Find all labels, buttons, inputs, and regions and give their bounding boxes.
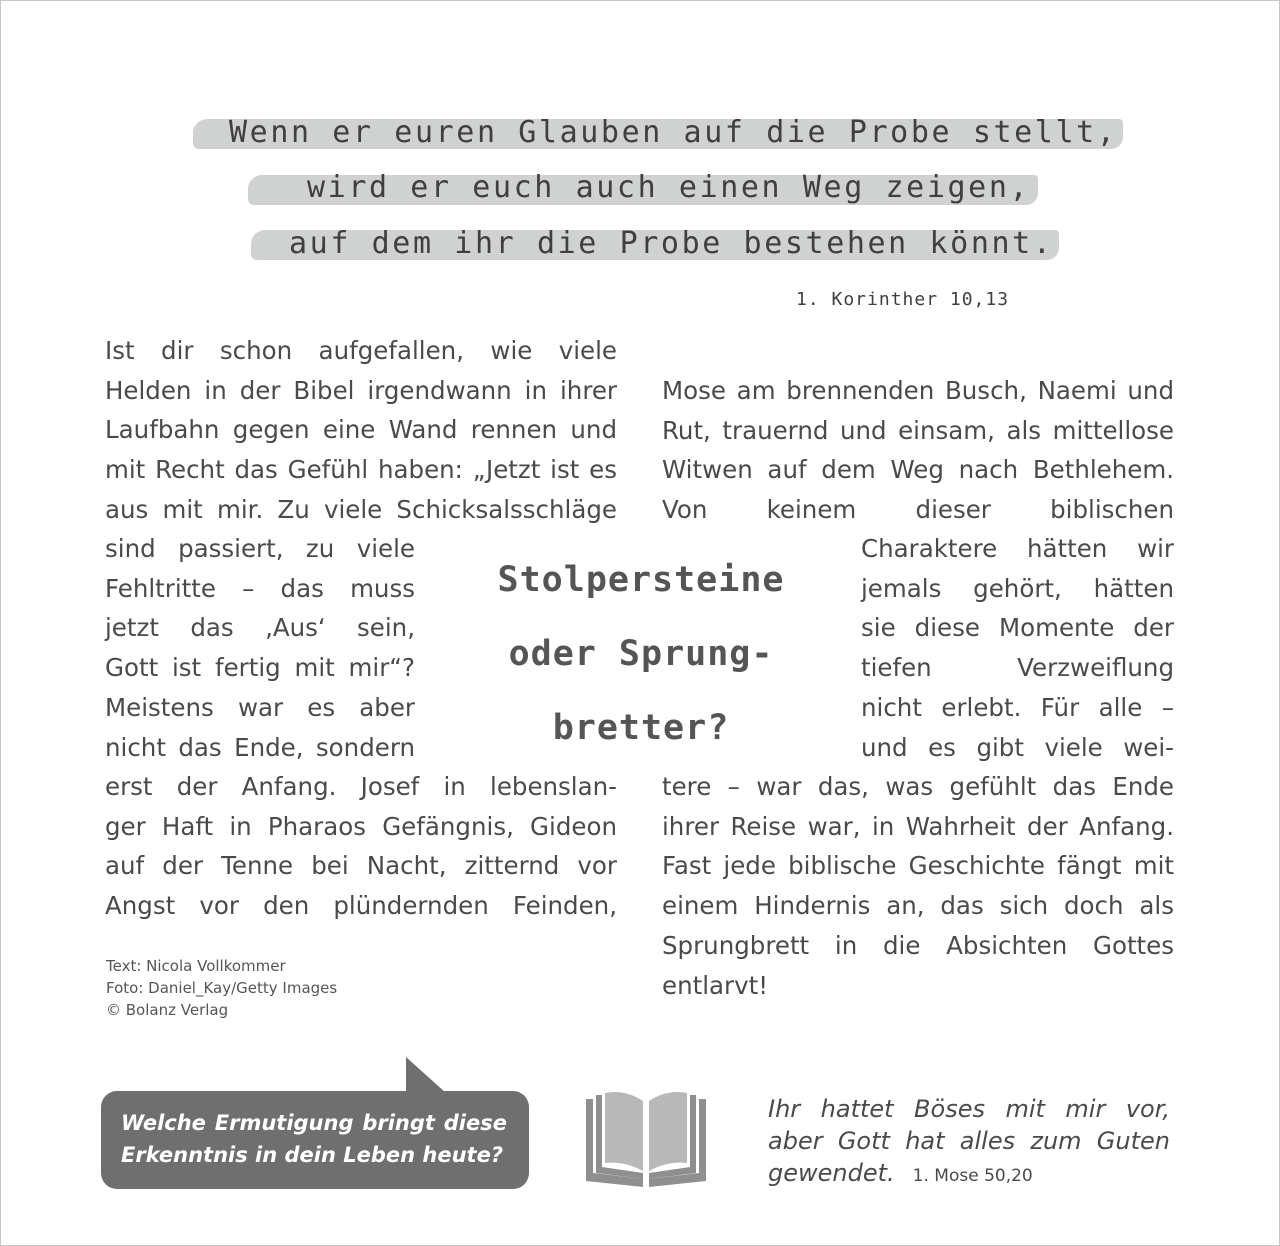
text-line: einem Hindernis an, das sich doch als [662,891,1174,921]
heading-line: Stolpersteine [497,560,785,600]
credit-text: Text: Nicola Vollkommer [106,957,286,975]
text-line: Mose am brennenden Busch, Naemi und [662,376,1174,405]
text-line: ihrer Reise war, in Wahrheit der Anfang. [662,811,1174,841]
text-line: ger Haft in Pharaos Gefängnis, Gideon [105,811,617,841]
text-line: Angst vor den plündernden Feinden, [105,891,617,921]
text-line: Gott ist fertig mit mir“? [105,653,415,683]
text-line: entlarvt! [662,970,769,1000]
heading [441,543,841,765]
heading-line: oder Sprung- [508,634,774,674]
text-line: nicht das Ende, sondern [105,732,415,762]
text-line: tere – war das, was gefühlt das Ende [662,772,1174,801]
left-column-top [105,331,617,530]
quote-line: Ihr hattet Böses mit mir vor, [768,1095,1170,1123]
quote-reference: 1. Mose 50,20 [912,1166,1033,1186]
heading-line: bretter? [552,708,730,748]
text-line: jetzt das ‚Aus‘ sein, [105,613,415,643]
quote-line: aber Gott hat alles zum Guten [768,1127,1170,1155]
credit-photo: Foto: Daniel_Kay/Getty Images [106,979,338,997]
right-column-narrow [861,529,1174,767]
verse-reference: 1. Korinther 10,13 [796,289,1010,310]
right-column-top [662,371,1174,530]
text-line: tiefen Verzweiflung [861,653,1174,683]
text-line: Fehltritte – das muss [105,573,415,603]
text-line: Rut, trauernd und einsam, als mittellose [662,415,1174,445]
bubble-line: Erkenntnis in dein Leben heute? [121,1143,504,1167]
bubble-question [121,1107,507,1171]
text-line: Ist dir schon aufgefallen, wie viele [105,336,617,365]
bible-quote [768,1093,1170,1192]
quote-line-text: gewendet. [768,1159,895,1187]
text-line: nicht erlebt. Für alle – [861,692,1174,722]
credit-publisher: © Bolanz Verlag [106,1001,229,1019]
open-book-icon [581,1091,711,1195]
text-line: Witwen auf dem Weg nach Bethlehem. [662,455,1174,485]
speech-bubble [101,1091,529,1189]
text-line: Helden in der Bibel irgendwann in ihrer [105,375,617,405]
credits [106,955,337,1021]
text-line: Von keinem dieser biblischen [662,495,1174,525]
text-line: Laufbahn gegen eine Wand rennen und [105,415,617,445]
text-line: Sprungbrett in die Absichten Gottes [662,930,1174,960]
text-line: Meistens war es aber [105,692,415,722]
verse-line-1: Wenn er euren Glauben auf die Probe stellt, [229,115,1118,150]
speech-bubble-tail [406,1057,446,1093]
left-column-narrow [105,529,415,767]
text-line: aus mit mir. Zu viele Schicksalsschläge [105,494,617,524]
right-column-bottom [662,767,1174,1005]
text-line: Fast jede biblische Geschichte fängt mit [662,851,1174,881]
text-line: sie diese Momente der [861,613,1174,643]
text-line: sind passiert, zu viele [105,534,415,563]
text-line: mit Recht das Gefühl haben: „Jetzt ist es [105,455,617,485]
text-line: und es gibt viele wei- [861,732,1174,762]
text-line: auf der Tenne bei Nacht, zitternd vor [105,851,617,881]
text-line: jemals gehört, hätten [861,573,1174,603]
text-line: Charaktere hätten wir [861,534,1174,563]
verse-line-3: auf dem ihr die Probe bestehen könnt. [289,226,1054,261]
text-line: erst der Anfang. Josef in lebenslan- [105,772,617,801]
bubble-line: Welche Ermutigung bringt diese [121,1111,507,1135]
left-column-bottom [105,767,617,926]
verse-line-2: wird er euch auch einen Weg zeigen, [307,170,1031,205]
quote-line [768,1157,1170,1192]
